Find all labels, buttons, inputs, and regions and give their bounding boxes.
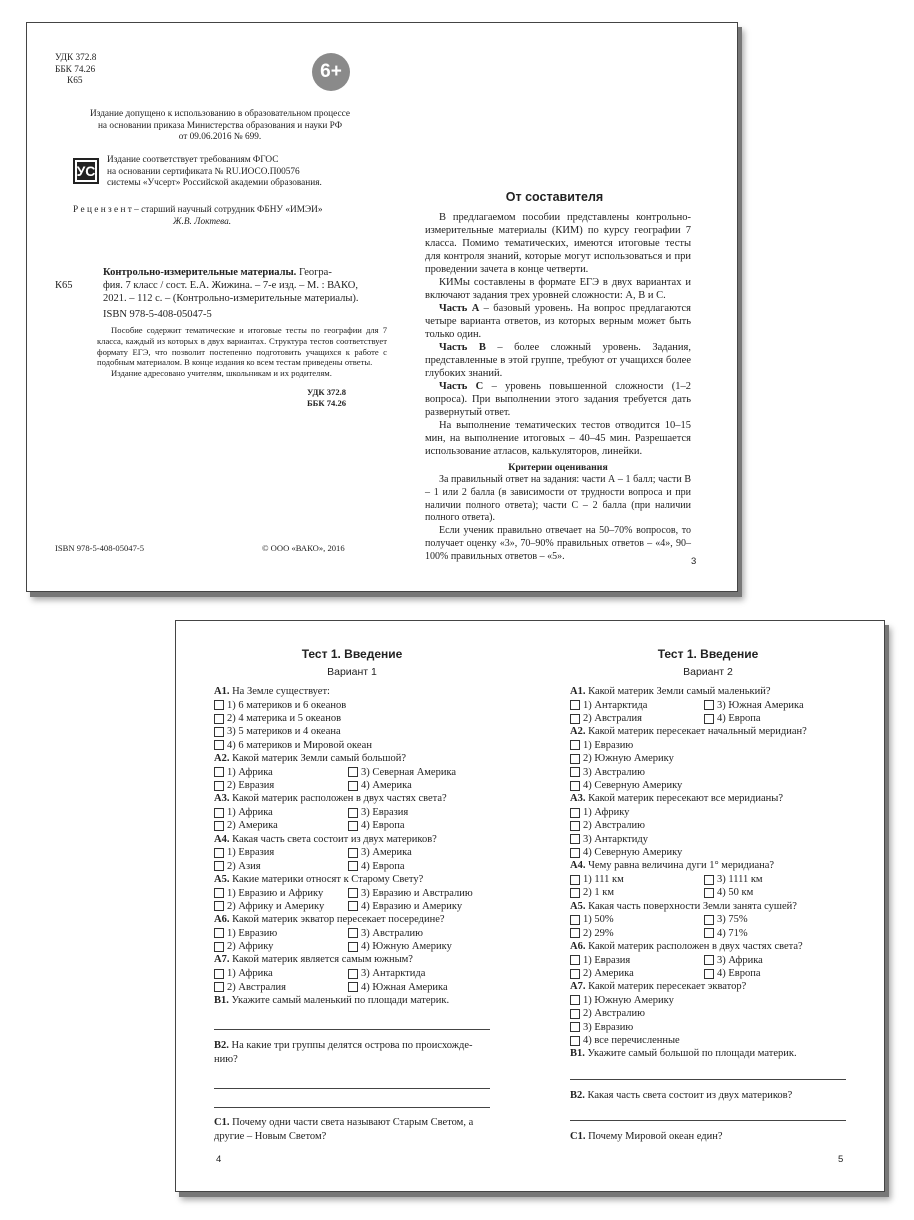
annotation — [97, 325, 387, 379]
checkbox[interactable] — [348, 808, 358, 818]
checkbox[interactable] — [348, 888, 358, 898]
preface-body — [425, 211, 691, 564]
option-label: 1) Африка — [227, 968, 273, 980]
option-label: 2) 4 материка и 5 океанов — [227, 713, 342, 725]
page-number: 5 — [838, 1154, 844, 1165]
test-title: Тест 1. Введение — [657, 647, 759, 661]
annotation-text: Пособие содержит тематические и итоговые тесты по географии для 7 класса, каждый из которых в двух вариантах. Структура тестов соответствует формату ЕГЭ, что позволит постепенно подготовить учащихся к работе с подобным материалом. В конце издания ко всем тестам приведены ответы. — [97, 325, 387, 368]
answer-option[interactable] — [214, 980, 348, 993]
answer-option[interactable] — [570, 699, 704, 712]
option-label: 1) Евразия — [227, 847, 275, 859]
option-label: 3) 5 материков и 4 океана — [227, 726, 341, 738]
part-a-label: Часть А — [439, 303, 480, 314]
spread-pages-2-3 — [26, 22, 738, 592]
option-label: 1) Африку — [583, 807, 630, 819]
answer-option[interactable] — [570, 779, 846, 792]
answer-option[interactable] — [570, 913, 704, 926]
option-label: 4) Северную Америку — [583, 780, 683, 792]
checkbox[interactable] — [348, 848, 358, 858]
answer-option[interactable] — [570, 1021, 846, 1034]
checkbox[interactable] — [570, 1009, 580, 1019]
option-label: 2) Австралию — [583, 820, 645, 832]
cert-line: Издание соответствует требованиям ФГОС — [107, 155, 279, 165]
bbk: ББК 74.26 — [55, 64, 96, 75]
preface-paragraph: В предлагаемом пособии представлены контрольно-измерительные материалы (КИМ) по курсу географии 7 класса. Помимо тематических, имеются итоговые тесты для контроля знаний, которые могут использоваться и при проведении зачета в конце четверти. — [425, 212, 691, 275]
answer-option[interactable] — [348, 980, 482, 993]
reviewer-name: Ж.В. Локтева. — [173, 216, 232, 227]
answer-option[interactable] — [704, 927, 838, 940]
checkbox[interactable] — [704, 955, 714, 965]
uchsert-logo: УС — [73, 158, 99, 184]
option-label: 4) Европа — [717, 713, 761, 725]
option-label: 3) Евразию — [583, 1021, 634, 1033]
criteria-heading: Критерии оценивания — [508, 462, 608, 473]
answer-option[interactable] — [214, 886, 348, 899]
question-text: На какие три группы делятся острова по происхожде-нию? — [214, 1040, 473, 1065]
question-text: Какой материк пересекает начальный меридиан? — [585, 726, 807, 738]
criteria-text: Если ученик правильно отвечает на 50–70% вопросов, то получает оценку «3», 70–90% правильных ответов – «4», 90–100% правильных ответов – «5». — [425, 525, 691, 562]
checkbox[interactable] — [348, 767, 358, 777]
answer-option[interactable] — [214, 846, 348, 859]
option-label: 4) Южную Америку — [361, 941, 452, 953]
answer-option[interactable] — [570, 766, 846, 779]
question-number: А4. — [214, 833, 230, 845]
preface-paragraph: На выполнение тематических тестов отводится 10–15 мин, на выполнение итоговых – 40–45 мин. Разрешается использование атласов, калькуляторов, линейки. — [425, 420, 691, 457]
bibliographic-record — [55, 266, 385, 321]
question-a7 — [570, 980, 846, 994]
option-label: 2) Австралия — [583, 713, 642, 725]
answer-option[interactable] — [214, 725, 490, 738]
checkbox[interactable] — [570, 915, 580, 925]
footer-isbn: ISBN 978-5-408-05047-5 — [55, 543, 145, 553]
answer-option[interactable] — [214, 712, 490, 725]
question-text: Какой материк расположен в двух частях света? — [229, 793, 447, 805]
question-a3 — [214, 792, 490, 806]
answer-option[interactable] — [348, 900, 482, 913]
option-label: 3) Северная Америка — [361, 766, 457, 778]
approval-line: на основании приказа Министерства образования и науки РФ — [97, 120, 343, 131]
option-label: 3) 75% — [717, 914, 748, 926]
answer-line[interactable] — [570, 1079, 846, 1080]
question-number: А3. — [214, 793, 230, 805]
answer-option[interactable] — [570, 846, 846, 859]
checkbox[interactable] — [570, 834, 580, 844]
question-number: А5. — [570, 900, 586, 912]
answer-option[interactable] — [348, 819, 482, 832]
checkbox[interactable] — [214, 982, 224, 992]
checkbox[interactable] — [348, 969, 358, 979]
answer-option[interactable] — [214, 860, 348, 873]
question-a1 — [570, 685, 846, 699]
variant-title: Вариант 2 — [683, 666, 733, 678]
checkbox[interactable] — [214, 861, 224, 871]
reviewer-text: – старший научный сотрудник ФБНУ «ИМЭИ» — [131, 205, 323, 215]
answer-option[interactable] — [214, 739, 490, 752]
answer-option[interactable] — [570, 833, 846, 846]
checkbox[interactable] — [570, 1022, 580, 1032]
option-label: 2) 1 км — [583, 887, 614, 899]
question-number: С1. — [570, 1131, 586, 1143]
checkbox[interactable] — [348, 928, 358, 938]
answer-option[interactable] — [214, 927, 348, 940]
checkbox[interactable] — [570, 875, 580, 885]
part-b-text: – более сложный уровень. Задания, представленные в этой группе, требуют от учащихся более глубоких знаний. — [425, 342, 691, 379]
option-label: 4) Европа — [361, 860, 405, 872]
answer-option[interactable] — [704, 913, 838, 926]
option-label: 2) Азия — [227, 860, 261, 872]
option-label: 3) Австралию — [361, 927, 423, 939]
option-label: 4) Америка — [361, 780, 412, 792]
option-label: 4) Северную Америку — [583, 847, 683, 859]
question-text: Почему одни части света называют Старым Светом, а другие – Новым Светом? — [214, 1117, 474, 1142]
answer-option[interactable] — [570, 1034, 846, 1047]
part-c-label: Часть С — [439, 381, 484, 392]
answer-option[interactable] — [348, 860, 482, 873]
checkbox[interactable] — [570, 848, 580, 858]
option-label: 3) Антарктида — [361, 968, 426, 980]
question-a2 — [214, 752, 490, 766]
option-label: 2) Австралию — [583, 1008, 645, 1020]
answer-option[interactable] — [214, 819, 348, 832]
checkbox[interactable] — [570, 1036, 580, 1046]
test-variant-1 — [214, 647, 490, 1143]
udk-block — [55, 53, 96, 88]
option-label: 1) Южную Америку — [583, 994, 674, 1006]
preface-paragraph: КИМы составлены в формате ЕГЭ в двух вариантах и включают задания трех уровней сложности: А, В и С. — [425, 277, 691, 301]
option-label: 4) 50 км — [717, 887, 754, 899]
question-number: А3. — [570, 793, 586, 805]
checkbox[interactable] — [570, 955, 580, 965]
option-label: 4) Европа — [361, 820, 405, 832]
answer-option[interactable] — [704, 699, 838, 712]
k65-code: К65 — [67, 76, 83, 87]
option-label: 1) 111 км — [583, 874, 624, 886]
question-text: Какой материк Земли самый маленький? — [585, 686, 771, 697]
variant-title: Вариант 1 — [327, 666, 377, 678]
question-b2 — [570, 1089, 846, 1103]
checkbox[interactable] — [214, 781, 224, 791]
question-a2 — [570, 725, 846, 739]
question-a6 — [570, 940, 846, 954]
checkbox[interactable] — [704, 969, 714, 979]
part-c-text: – уровень повышенной сложности (1–2 вопроса). При выполнении этого задания требуется дать развернутый ответ. — [425, 381, 691, 418]
checkbox[interactable] — [704, 700, 714, 710]
answer-option[interactable] — [348, 779, 482, 792]
option-label: 3) 1111 км — [717, 874, 763, 886]
checkbox[interactable] — [704, 915, 714, 925]
question-number: В2. — [570, 1089, 585, 1101]
checkbox[interactable] — [348, 781, 358, 791]
checkbox[interactable] — [214, 901, 224, 911]
checkbox[interactable] — [214, 928, 224, 938]
question-c1 — [214, 1116, 490, 1143]
question-a6 — [214, 913, 490, 927]
approval-line: Издание допущено к использованию в образовательном процессе — [89, 109, 351, 119]
checkbox[interactable] — [214, 969, 224, 979]
checkbox[interactable] — [570, 928, 580, 938]
question-number: А1. — [570, 686, 586, 697]
answer-line[interactable] — [214, 1107, 490, 1108]
checkbox[interactable] — [704, 928, 714, 938]
option-label: 2) Америка — [227, 820, 278, 832]
option-label: 2) Южную Америку — [583, 753, 674, 765]
option-label: 1) Евразию — [227, 927, 278, 939]
question-number: С1. — [214, 1117, 230, 1129]
reviewer-label: Р е ц е н з е н т — [73, 205, 132, 215]
question-a5 — [214, 873, 490, 887]
biblio-title: Контрольно-измерительные материалы. — [103, 267, 297, 278]
answer-option[interactable] — [570, 953, 704, 966]
answer-option[interactable] — [214, 940, 348, 953]
answer-option[interactable] — [704, 953, 838, 966]
approval-line: от 09.06.2016 № 699. — [178, 132, 262, 143]
test-title: Тест 1. Введение — [301, 647, 403, 661]
checkbox[interactable] — [348, 901, 358, 911]
option-label: 4) Евразию и Америку — [361, 900, 463, 912]
answer-option[interactable] — [348, 846, 482, 859]
checkbox[interactable] — [348, 982, 358, 992]
checkbox[interactable] — [214, 888, 224, 898]
answer-option[interactable] — [570, 752, 846, 765]
part-b-label: Часть В — [439, 342, 486, 353]
checkbox[interactable] — [348, 942, 358, 952]
question-text: Какой материк является самым южным? — [229, 954, 413, 966]
page-number: 3 — [691, 556, 697, 567]
question-number: В2. — [214, 1040, 229, 1052]
option-label: 4) все перечисленные — [583, 1035, 680, 1047]
question-a4 — [214, 833, 490, 847]
answer-option[interactable] — [704, 873, 838, 886]
answer-option[interactable] — [348, 927, 482, 940]
question-text: Какие материки относят к Старому Свету? — [229, 873, 424, 885]
question-text: Укажите самый маленький по площади материк. — [228, 994, 450, 1006]
option-label: 1) Африка — [227, 807, 273, 819]
option-label: 4) Европа — [717, 968, 761, 980]
question-text: Почему Мировой океан един? — [585, 1131, 723, 1143]
checkbox[interactable] — [570, 700, 580, 710]
question-number: А7. — [214, 954, 230, 966]
answer-option[interactable] — [348, 766, 482, 779]
footer-copyright: © ООО «ВАКО», 2016 — [262, 543, 345, 553]
option-label: 4) 6 материков и Мировой океан — [227, 739, 372, 751]
checkbox[interactable] — [704, 875, 714, 885]
checkbox[interactable] — [570, 808, 580, 818]
option-label: 1) Евразию — [583, 739, 634, 751]
question-a5 — [570, 900, 846, 914]
reviewer-block — [73, 205, 393, 228]
question-number: А6. — [214, 914, 230, 926]
answer-option[interactable] — [348, 940, 482, 953]
checkbox[interactable] — [570, 888, 580, 898]
page-number: 4 — [216, 1154, 222, 1165]
question-text: Какой материк пересекают все меридианы? — [585, 793, 784, 805]
checkbox[interactable] — [214, 808, 224, 818]
question-b1 — [570, 1047, 846, 1061]
checkbox[interactable] — [214, 942, 224, 952]
option-label: 4) Южная Америка — [361, 981, 448, 993]
answer-option[interactable] — [214, 766, 348, 779]
option-label: 1) Африка — [227, 766, 273, 778]
answer-option[interactable] — [348, 806, 482, 819]
answer-option[interactable] — [570, 927, 704, 940]
answer-option[interactable] — [348, 967, 482, 980]
answer-option[interactable] — [570, 712, 704, 725]
question-number: В1. — [214, 994, 229, 1006]
question-c1 — [570, 1130, 846, 1144]
checkbox[interactable] — [214, 740, 224, 750]
checkbox[interactable] — [348, 821, 358, 831]
question-text: Какой материк пересекает экватор? — [585, 981, 747, 993]
question-number: А1. — [214, 686, 230, 697]
checkbox[interactable] — [570, 740, 580, 750]
option-label: 3) Африка — [717, 954, 763, 966]
answer-option[interactable] — [704, 886, 838, 899]
isbn: ISBN 978-5-408-05047-5 — [103, 309, 212, 320]
udk: УДК 372.8 — [55, 53, 97, 63]
option-label: 2) Австралия — [227, 981, 286, 993]
answer-option[interactable] — [214, 967, 348, 980]
question-number: А6. — [570, 940, 586, 952]
answer-option[interactable] — [704, 712, 838, 725]
option-label: 3) Америка — [361, 847, 412, 859]
option-label: 2) Евразия — [227, 780, 275, 792]
certificate-note — [107, 155, 397, 190]
test-variant-2 — [570, 647, 846, 1144]
question-a7 — [214, 953, 490, 967]
option-label: 1) Евразия — [583, 954, 631, 966]
answer-option[interactable] — [214, 779, 348, 792]
answer-option[interactable] — [570, 967, 704, 980]
checkbox[interactable] — [214, 700, 224, 710]
udk-bbk-bottom — [307, 387, 346, 409]
checkbox[interactable] — [570, 781, 580, 791]
question-text: Укажите самый большой по площади материк. — [584, 1048, 797, 1060]
answer-line[interactable] — [214, 1088, 490, 1089]
option-label: 2) Африку — [227, 941, 274, 953]
biblio-text: 2021. – 112 с. – (Контрольно-измерительные материалы). — [103, 293, 359, 304]
answer-line[interactable] — [214, 1029, 490, 1030]
checkbox[interactable] — [570, 821, 580, 831]
answer-option[interactable] — [570, 873, 704, 886]
checkbox[interactable] — [570, 754, 580, 764]
option-label: 3) Австралию — [583, 766, 645, 778]
answer-option[interactable] — [570, 1007, 846, 1020]
age-rating-badge: 6+ — [312, 53, 350, 91]
option-label: 1) Евразию и Африку — [227, 887, 324, 899]
cert-line: системы «Учсерт» Российской академии образования. — [107, 178, 322, 189]
annotation-text: Издание адресовано учителям, школьникам и их родителям. — [111, 368, 332, 379]
answer-line[interactable] — [570, 1120, 846, 1121]
option-label: 1) Антарктида — [583, 699, 648, 711]
checkbox[interactable] — [570, 969, 580, 979]
answer-option[interactable] — [570, 994, 846, 1007]
question-number: А2. — [214, 753, 230, 765]
option-label: 2) Америка — [583, 968, 634, 980]
question-text: Какой материк Земли самый большой? — [229, 753, 407, 765]
option-label: 3) Южная Америка — [717, 699, 804, 711]
biblio-k65: К65 — [55, 280, 73, 291]
checkbox[interactable] — [214, 714, 224, 724]
bbk-bottom: ББК 74.26 — [307, 397, 347, 408]
checkbox[interactable] — [348, 861, 358, 871]
question-number: А5. — [214, 873, 230, 885]
answer-option[interactable] — [704, 967, 838, 980]
answer-option[interactable] — [214, 699, 490, 712]
biblio-text: фия. 7 класс / сост. Е.А. Жижина. – 7-е изд. – М. : ВАКО, — [103, 280, 359, 291]
option-label: 3) Евразия — [361, 807, 409, 819]
question-number: В1. — [570, 1048, 585, 1060]
part-a-text: – базовый уровень. На вопрос предлагаются четыре варианта ответов, из которых верным может быть только один. — [425, 303, 691, 340]
checkbox[interactable] — [570, 767, 580, 777]
spread-pages-4-5 — [175, 620, 885, 1192]
checkbox[interactable] — [214, 727, 224, 737]
approval-note — [55, 109, 385, 144]
checkbox[interactable] — [570, 714, 580, 724]
biblio-text: Геогра- — [296, 267, 332, 278]
checkbox[interactable] — [704, 714, 714, 724]
question-text: Какая часть света состоит из двух материков? — [229, 833, 437, 845]
preface-heading: От составителя — [505, 190, 604, 204]
checkbox[interactable] — [214, 848, 224, 858]
option-label: 1) 6 материков и 6 океанов — [227, 699, 347, 711]
question-text: Какой материк экватор пересекает посерединe? — [229, 914, 445, 926]
answer-option[interactable] — [214, 806, 348, 819]
checkbox[interactable] — [570, 995, 580, 1005]
answer-option[interactable] — [570, 886, 704, 899]
question-number: А7. — [570, 981, 586, 993]
cert-line: на основании сертификата № RU.ИОСО.П00576 — [107, 166, 300, 177]
answer-option[interactable] — [348, 886, 482, 899]
question-number: А4. — [570, 860, 586, 872]
option-label: 3) Антарктиду — [583, 833, 648, 845]
criteria-text: За правильный ответ на задания: части А – 1 балл; части В – 1 или 2 балла (в зависимости от трудности вопроса и при наличии полного ответа); части С – 2 балла (при наличии полного ответа). — [425, 474, 691, 524]
answer-option[interactable] — [214, 900, 348, 913]
question-b1 — [214, 994, 490, 1008]
checkbox[interactable] — [214, 767, 224, 777]
question-text: Какая часть поверхности Земли занята сушей? — [585, 900, 797, 912]
question-a4 — [570, 859, 846, 873]
question-number: А2. — [570, 726, 586, 738]
option-label: 2) 29% — [583, 927, 614, 939]
answer-option[interactable] — [570, 739, 846, 752]
question-b2 — [214, 1039, 490, 1066]
answer-option[interactable] — [570, 806, 846, 819]
option-label: 2) Африку и Америку — [227, 900, 325, 912]
question-text: На Земле существует: — [229, 686, 330, 697]
question-text: Чему равна величина дуги 1° меридиана? — [585, 860, 775, 872]
question-a3 — [570, 792, 846, 806]
question-text: Какая часть света состоит из двух материков? — [584, 1089, 793, 1101]
udk-bottom: УДК 372.8 — [307, 387, 347, 397]
question-a1 — [214, 685, 490, 699]
answer-option[interactable] — [570, 819, 846, 832]
option-label: 4) 71% — [717, 927, 748, 939]
checkbox[interactable] — [214, 821, 224, 831]
option-label: 3) Евразию и Австралию — [361, 887, 473, 899]
checkbox[interactable] — [704, 888, 714, 898]
question-text: Какой материк расположен в двух частях света? — [585, 940, 803, 952]
option-label: 1) 50% — [583, 914, 614, 926]
